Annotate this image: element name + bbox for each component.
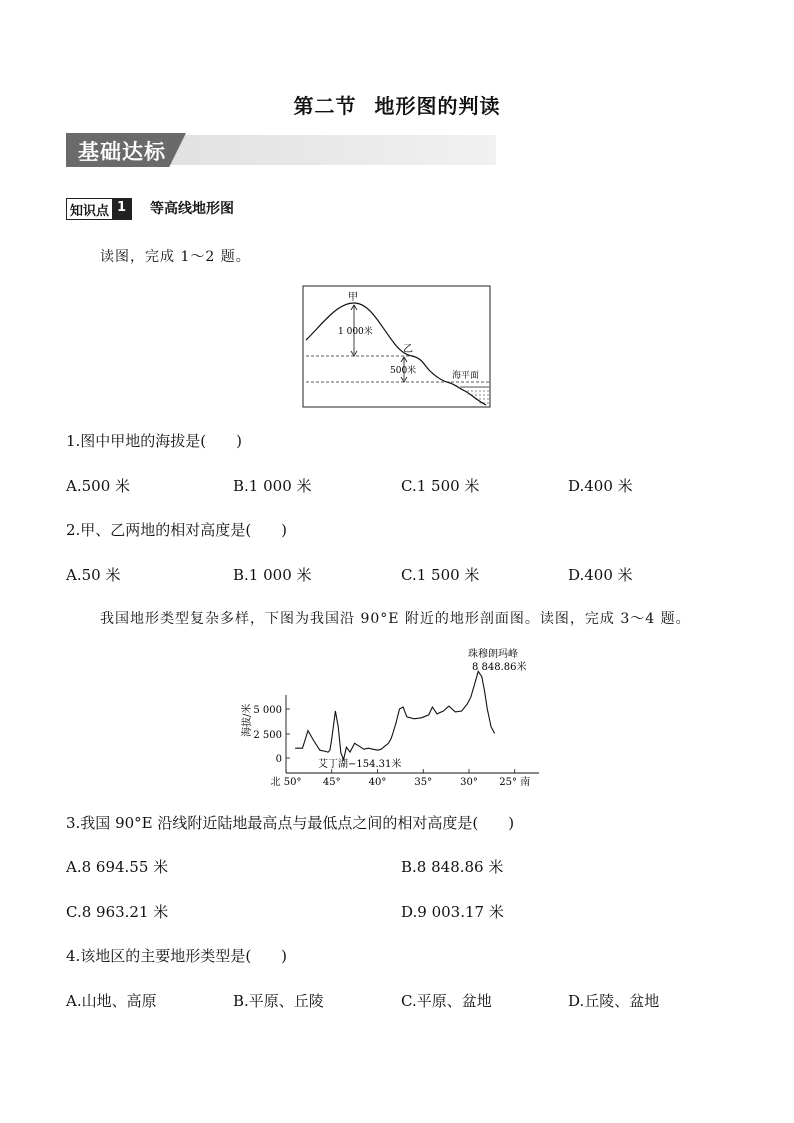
intro-text-2: 我国地形类型复杂多样，下图为我国沿 90°E 附近的地形剖面图。读图，完成 3～4 题。	[100, 611, 691, 627]
y-tick-label-5000: 5 000	[253, 705, 282, 716]
peak-annotation-name: 珠穆朗玛峰	[468, 649, 518, 660]
question-1-option-b[interactable]: B.1 000 米	[233, 477, 312, 495]
y-axis-label: 海拔/米	[242, 703, 253, 737]
intro-text-1: 读图，完成 1～2 题。	[100, 249, 251, 265]
figure-mountain-profile	[302, 285, 492, 410]
section-title: 地形图的判读	[374, 94, 501, 118]
x-tick-label: 40°	[368, 777, 387, 788]
question-2-option-d[interactable]: D.400 米	[568, 566, 633, 584]
question-1-option-a[interactable]: A.500 米	[66, 477, 130, 495]
x-tick-label: 25° 南	[499, 777, 531, 788]
question-3-option-a[interactable]: A.8 694.55 米	[66, 858, 169, 876]
low-point-annotation: 艾丁湖−154.31米	[318, 759, 402, 770]
question-2-option-c[interactable]: C.1 500 米	[401, 566, 480, 584]
y-tick-label-2500: 2 500	[253, 730, 282, 741]
x-tick-label: 北 50°	[270, 777, 302, 788]
question-4-option-b[interactable]: B.平原、丘陵	[233, 992, 324, 1010]
question-4-option-d[interactable]: D.丘陵、盆地	[568, 992, 660, 1010]
question-1-stem: 1.图中甲地的海拔是( )	[66, 432, 243, 450]
x-tick-label: 30°	[460, 777, 478, 788]
label-sea-level: 海平面	[452, 371, 480, 381]
question-4-option-a[interactable]: A.山地、高原	[66, 992, 157, 1010]
knowledge-point-badge	[66, 198, 132, 220]
knowledge-point-label: 知识点	[70, 204, 110, 219]
label-height-1000: 1 000米	[338, 327, 373, 337]
banner-label: 基础达标	[78, 140, 166, 164]
label-yi: 乙	[403, 344, 413, 355]
question-3-option-b[interactable]: B.8 848.86 米	[401, 858, 504, 876]
peak-annotation-value: 8 848.86米	[472, 662, 527, 673]
terrain-profile-line	[295, 671, 495, 759]
question-3-option-d[interactable]: D.9 003.17 米	[401, 903, 504, 921]
y-tick-label-0: 0	[275, 754, 282, 765]
page-title	[0, 90, 794, 119]
question-1-option-c[interactable]: C.1 500 米	[401, 477, 480, 495]
label-height-500: 500米	[390, 366, 417, 376]
x-tick-label: 45°	[322, 777, 341, 788]
question-3-stem: 3.我国 90°E 沿线附近陆地最高点与最低点之间的相对高度是( )	[66, 814, 515, 832]
question-2-option-b[interactable]: B.1 000 米	[233, 566, 312, 584]
question-4-stem: 4.该地区的主要地形类型是( )	[66, 947, 288, 965]
knowledge-point-title: 等高线地形图	[150, 201, 234, 217]
label-jia: 甲	[348, 292, 358, 303]
figure-terrain-profile-chart	[236, 645, 560, 790]
knowledge-point-number: 1	[112, 199, 131, 219]
x-tick-label: 35°	[414, 777, 433, 788]
question-1-option-d[interactable]: D.400 米	[568, 477, 633, 495]
question-4-option-c[interactable]: C.平原、盆地	[401, 992, 492, 1010]
section-number: 第二节	[293, 94, 357, 118]
question-2-stem: 2.甲、乙两地的相对高度是( )	[66, 521, 288, 539]
question-2-option-a[interactable]: A.50 米	[66, 566, 121, 584]
question-3-option-c[interactable]: C.8 963.21 米	[66, 903, 169, 921]
